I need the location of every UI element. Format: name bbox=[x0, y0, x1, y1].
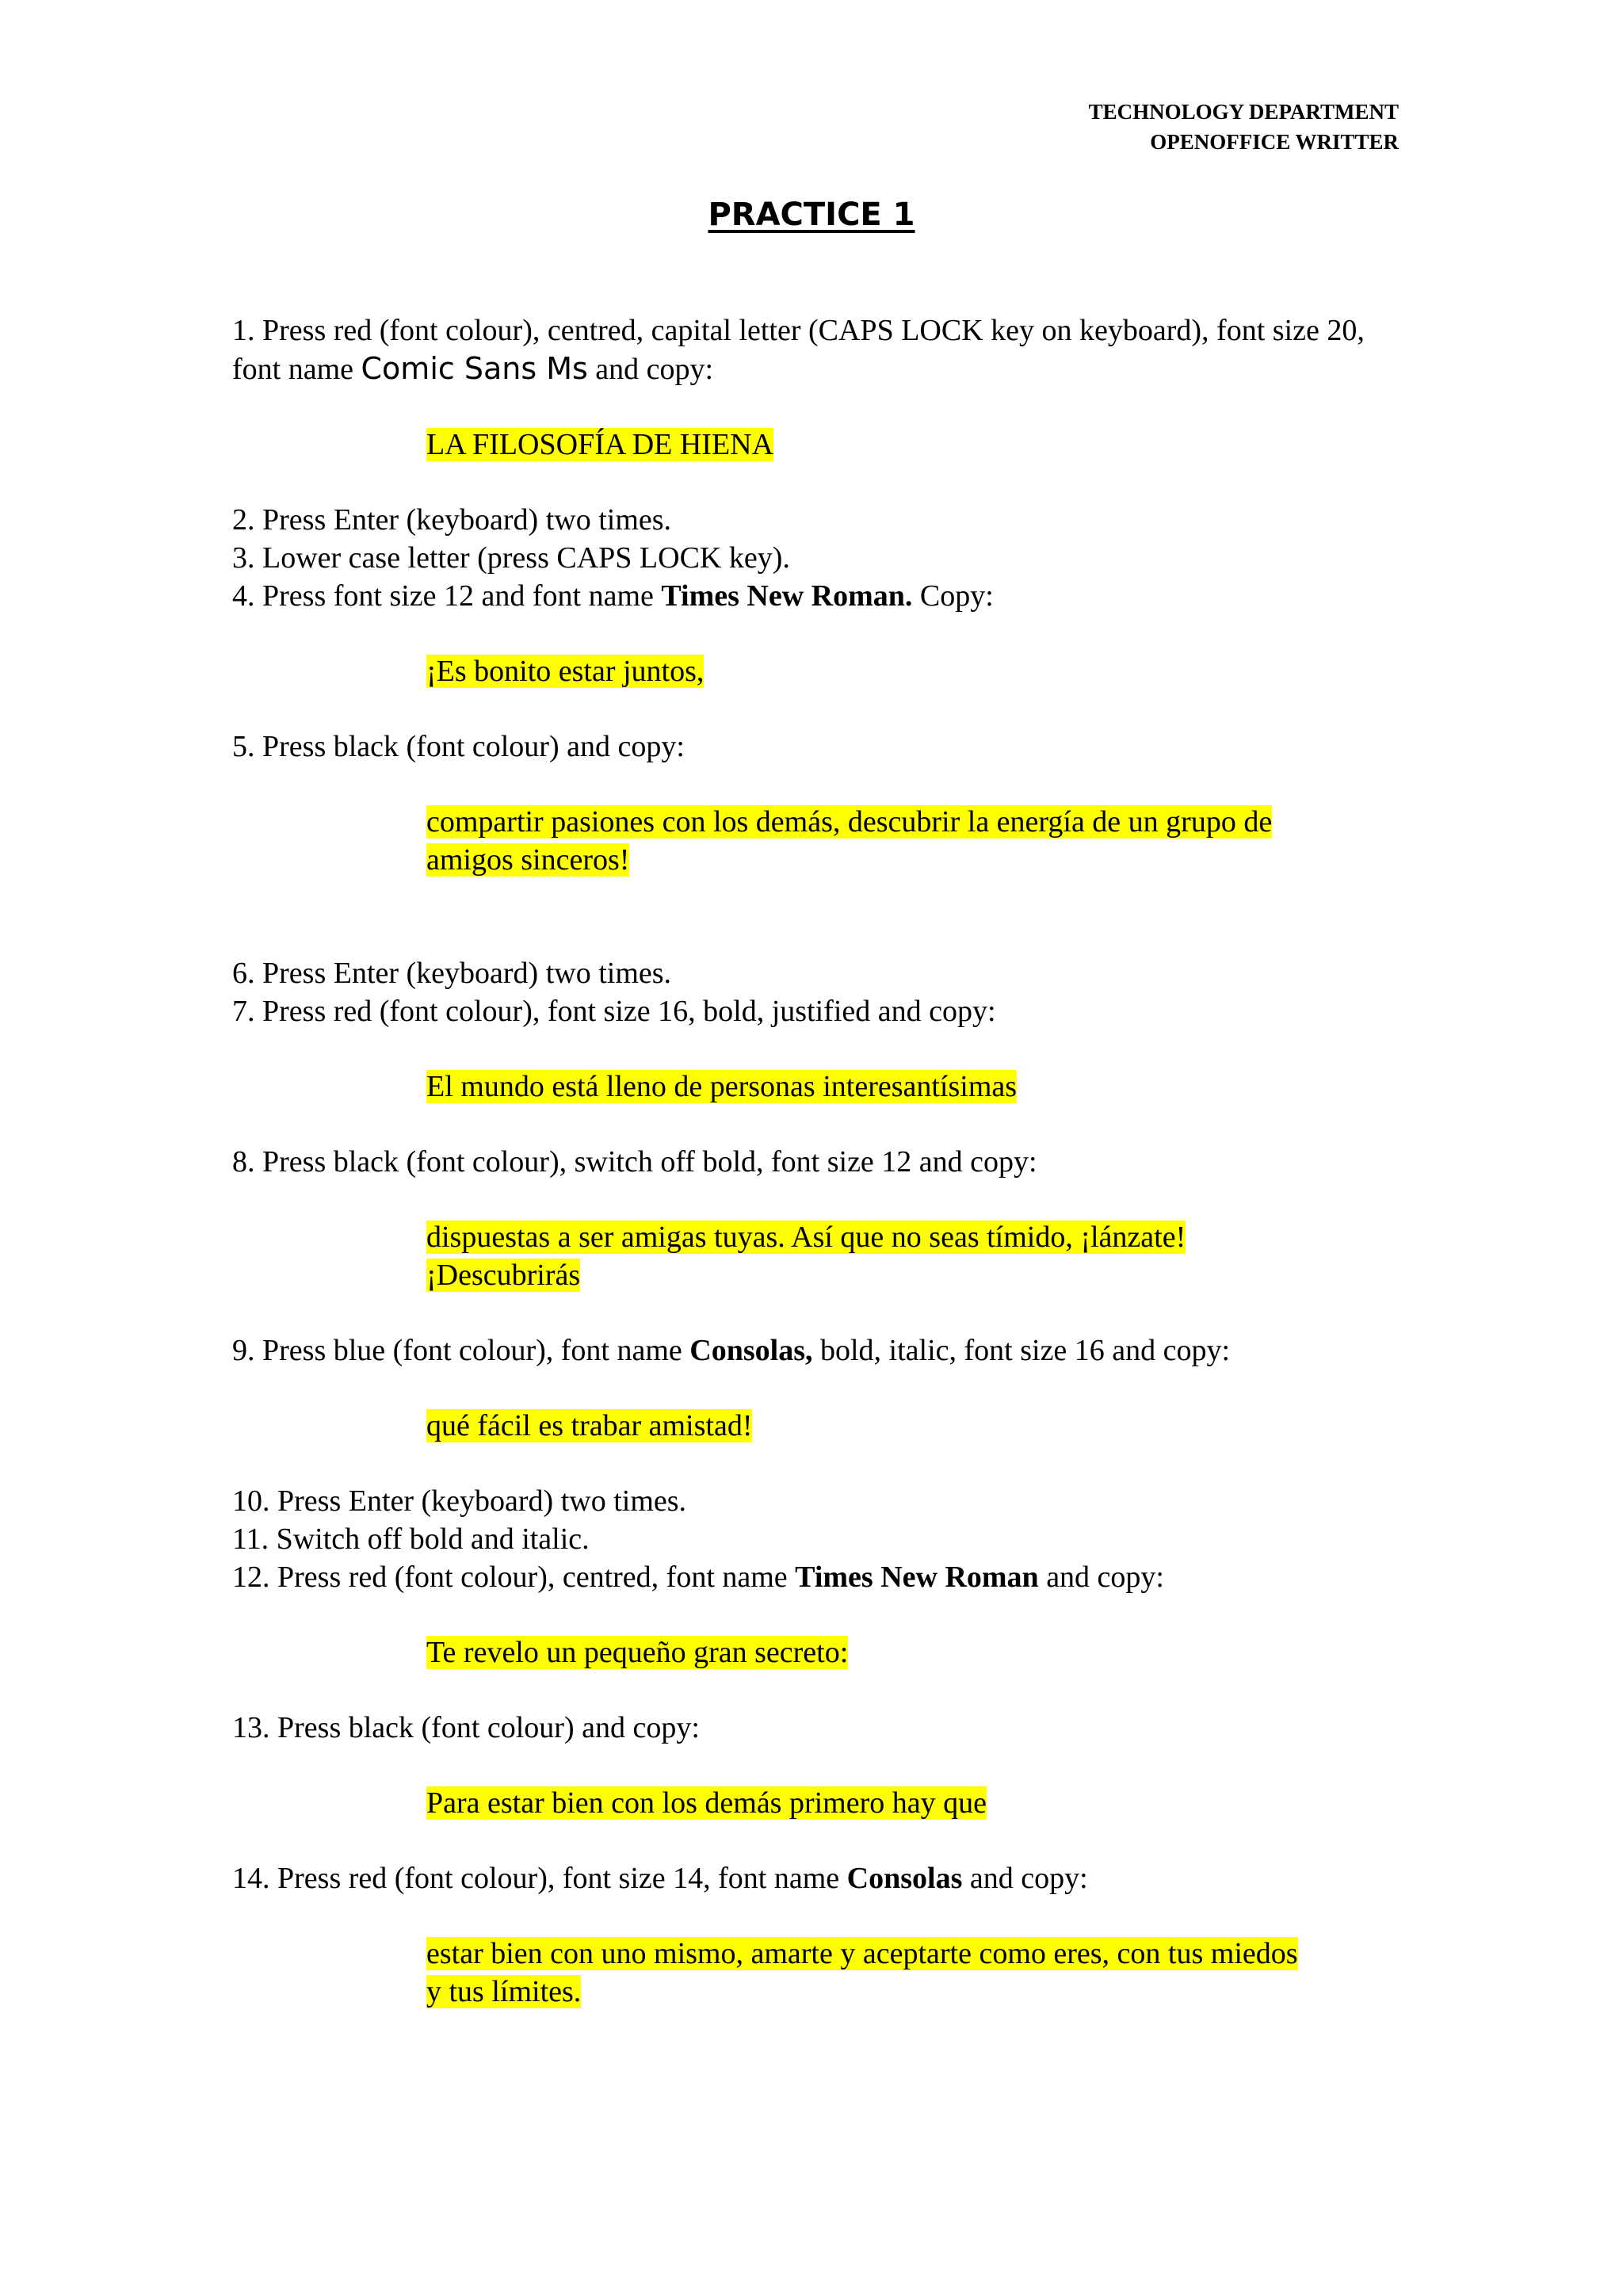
font-name-consolas: Consolas, bbox=[689, 1334, 813, 1367]
step-1: 1. Press red (font colour), centred, capital letter (CAPS LOCK key on keyboard), font size 20, font name Comic Sans Ms and copy: bbox=[232, 314, 1365, 386]
step-3: 3. Lower case letter (press CAPS LOCK key). bbox=[232, 541, 790, 575]
step-12: 12. Press red (font colour), centred, font name Times New Roman and copy: bbox=[232, 1561, 1164, 1594]
step-11: 11. Switch off bold and italic. bbox=[232, 1522, 590, 1556]
step-2: 2. Press Enter (keyboard) two times. bbox=[232, 503, 672, 537]
font-name-consolas: Consolas bbox=[846, 1862, 963, 1895]
step-4: 4. Press font size 12 and font name Times New Roman. Copy: bbox=[232, 579, 994, 613]
font-name-comic: Comic Sans Ms bbox=[361, 351, 588, 386]
header-subject: OPENOFFICE WRITTER bbox=[1150, 130, 1399, 154]
step-9: 9. Press blue (font colour), font name Consolas, bold, italic, font size 16 and copy: bbox=[232, 1334, 1231, 1367]
document-header bbox=[1089, 97, 1399, 157]
step-7: 7. Press red (font colour), font size 16, bold, justified and copy: bbox=[232, 995, 996, 1028]
sample-text-12: Te revelo un pequeño gran secreto: bbox=[426, 1636, 849, 1669]
page-title: PRACTICE 1 bbox=[708, 197, 915, 233]
font-name-times: Times New Roman bbox=[795, 1561, 1039, 1594]
sample-text-1: LA FILOSOFÍA DE HIENA bbox=[426, 428, 774, 461]
step-10: 10. Press Enter (keyboard) two times. bbox=[232, 1484, 687, 1518]
step-5: 5. Press black (font colour) and copy: bbox=[232, 730, 685, 763]
sample-text-14: estar bien con uno mismo, amarte y aceptarte como eres, con tus miedos y tus límites. bbox=[426, 1937, 1298, 2008]
sample-text-9: qué fácil es trabar amistad! bbox=[426, 1409, 753, 1442]
sample-text-4: ¡Es bonito estar juntos, bbox=[426, 655, 705, 688]
sample-text-8: dispuestas a ser amigas tuyas. Así que no seas tímido, ¡lánzate! ¡Descubrirás bbox=[426, 1221, 1186, 1292]
sample-text-5: compartir pasiones con los demás, descubrir la energía de un grupo de amigos sinceros! bbox=[426, 805, 1273, 877]
step-8: 8. Press black (font colour), switch off bold, font size 12 and copy: bbox=[232, 1145, 1037, 1179]
step-14: 14. Press red (font colour), font size 14, font name Consolas and copy: bbox=[232, 1862, 1088, 1895]
spacer bbox=[232, 916, 1389, 954]
header-department: TECHNOLOGY DEPARTMENT bbox=[1088, 100, 1399, 124]
step-6: 6. Press Enter (keyboard) two times. bbox=[232, 957, 672, 990]
sample-text-7: El mundo está lleno de personas interesantísimas bbox=[426, 1070, 1018, 1103]
font-name-times: Times New Roman. bbox=[661, 579, 913, 613]
sample-text-13: Para estar bien con los demás primero hay que bbox=[426, 1786, 987, 1820]
step-13: 13. Press black (font colour) and copy: bbox=[232, 1711, 700, 1744]
instructions-list bbox=[232, 311, 1389, 2048]
